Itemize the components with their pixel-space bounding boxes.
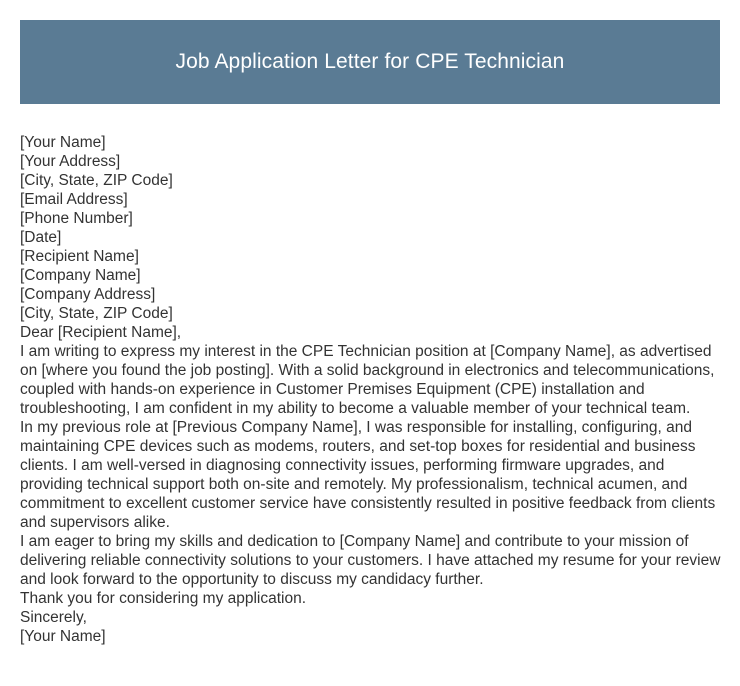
letter-date: [Date] — [20, 229, 62, 246]
paragraph-closing: I am eager to bring my skills and dedication to [Company Name] and contribute to your mission of delivering reliable connectivity solutions to your customers. I have attached my resume for your review and look forward to the opportunity to discuss my candidacy further. — [20, 533, 721, 588]
sender-address: [Your Address] — [20, 153, 121, 170]
company-address: [Company Address] — [20, 286, 156, 303]
recipient-name: [Recipient Name] — [20, 248, 139, 265]
title-banner — [20, 20, 720, 104]
sender-name: [Your Name] — [20, 134, 106, 151]
letter-body — [20, 133, 725, 646]
paragraph-experience: In my previous role at [Previous Company Name], I was responsible for installing, configuring, and maintaining CPE devices such as modems, routers, and set-top boxes for residential and business clients. I am well-versed in diagnosing connectivity issues, performing firmware upgrades, and providing technical support both on-site and remotely. My professionalism, technical acumen, and commitment to excellent customer service have consistently resulted in positive feedback from clients and supervisors alike. — [20, 419, 716, 531]
page-title: Job Application Letter for CPE Technician — [175, 50, 565, 73]
sender-email: [Email Address] — [20, 191, 128, 208]
closing-phrase: Sincerely, — [20, 609, 87, 626]
sender-phone: [Phone Number] — [20, 210, 133, 227]
salutation: Dear [Recipient Name], — [20, 324, 182, 341]
thank-you-line: Thank you for considering my application. — [20, 590, 307, 607]
company-name: [Company Name] — [20, 267, 141, 284]
sender-city-state-zip: [City, State, ZIP Code] — [20, 172, 173, 189]
paragraph-intro: I am writing to express my interest in the CPE Technician position at [Company Name], as advertised on [where you found the job posting]. With a solid background in electronics and telecommunications, coupled with hands-on experience in Customer Premises Equipment (CPE) installation and troubleshooting, I am confident in my ability to become a valuable member of your technical team. — [20, 343, 715, 417]
company-city-state-zip: [City, State, ZIP Code] — [20, 305, 173, 322]
signature: [Your Name] — [20, 628, 106, 645]
